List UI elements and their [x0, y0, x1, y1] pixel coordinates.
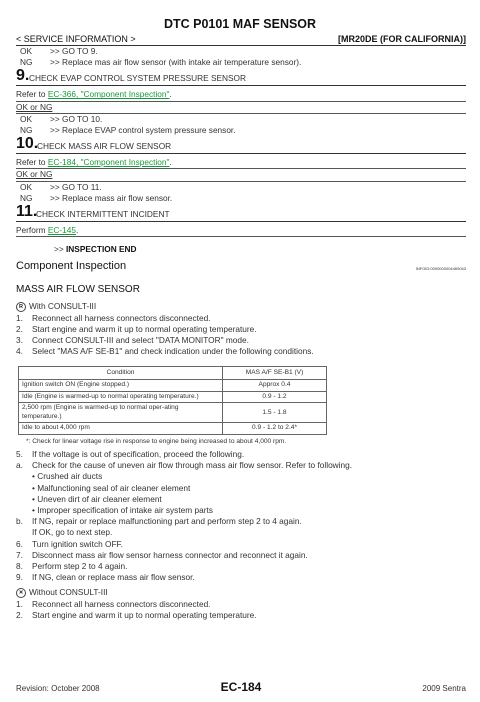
with-consult-line — [16, 301, 466, 312]
step-title: CHECK INTERMITTENT INCIDENT — [36, 209, 170, 220]
step-number: 9. — [16, 67, 30, 85]
result-row — [16, 182, 466, 193]
result-text: >> GO TO 10. — [50, 113, 103, 124]
table-row — [19, 380, 327, 392]
result-row — [16, 125, 466, 136]
table-cell: Idle to about 4,000 rpm — [19, 423, 223, 435]
numbered-step: 3. Connect CONSULT-III and select "DATA MONITOR" mode. — [16, 335, 249, 346]
result-text: >> Replace mass air flow sensor. — [50, 192, 173, 203]
ok-or-ng-label: OK or NG — [16, 169, 53, 180]
result-row — [16, 46, 466, 57]
refer-line: Refer to EC-366, "Component Inspection". — [16, 89, 172, 100]
perform-line: Perform EC-145. — [16, 225, 79, 236]
bullet-item: • Uneven dirt of air cleaner element — [32, 493, 162, 504]
info-id: INFOID:0000000004469043 — [415, 266, 466, 272]
refer-line: Refer to EC-184, "Component Inspection". — [16, 157, 172, 168]
result-text: >> GO TO 11. — [50, 181, 102, 192]
table-row — [19, 423, 327, 435]
result-code: NG — [20, 57, 33, 68]
result-code: NG — [20, 192, 33, 203]
with-consult-label: With CONSULT-III — [29, 301, 97, 312]
result-code: OK — [20, 113, 32, 124]
table-note: *: Check for linear voltage rise in response to engine being increased to about 4,000 rpm. — [26, 437, 287, 445]
reference-link[interactable]: EC-184, "Component Inspection" — [47, 157, 170, 168]
result-code: OK — [20, 46, 32, 56]
numbered-step: 4. Select "MAS A/F SE-B1" and check indication under the following conditions. — [16, 346, 314, 357]
ok-or-ng-label: OK or NG — [16, 101, 53, 112]
numbered-step: 9. If NG, clean or replace mass air flow sensor. — [16, 572, 195, 583]
model-label: 2009 Sentra — [422, 684, 466, 693]
step-number: 10. — [16, 135, 39, 153]
table-header-row — [19, 367, 327, 380]
without-consult-line — [16, 587, 466, 598]
consult-icon: R — [16, 302, 26, 312]
table-cell: Approx 0.4 — [223, 380, 327, 392]
result-text: >> Replace mas air flow sensor (with intake air temperature sensor). — [50, 57, 302, 68]
bullet-item: • Improper specification of intake air system parts — [32, 504, 213, 515]
numbered-step: 5. If the voltage is out of specification, proceed the following. — [16, 448, 245, 459]
table-cell: Idle (Engine is warmed-up to normal operating temperature.) — [19, 391, 223, 403]
table-cell: 0.9 - 1.2 — [223, 391, 327, 403]
section-header — [16, 33, 466, 45]
step-title: CHECK EVAP CONTROL SYSTEM PRESSURE SENSOR — [29, 73, 246, 84]
numbered-step: 6. Turn ignition switch OFF. — [16, 538, 123, 549]
bullet-item: • Malfunctioning seal of air cleaner element — [32, 482, 191, 493]
subsection-title: MASS AIR FLOW SENSOR — [16, 284, 140, 296]
numbered-step: 1. Reconnect all harness connectors disconnected. — [16, 598, 211, 609]
table-row — [19, 391, 327, 403]
table-cell: 1.5 - 1.8 — [223, 403, 327, 423]
table-cell: 0.9 - 1.2 to 2.4* — [223, 423, 327, 435]
step-number: 11. — [16, 203, 38, 221]
step-heading — [16, 68, 466, 86]
numbered-step: 8. Perform step 2 to 4 again. — [16, 560, 128, 571]
table-cell: Ignition switch ON (Engine stopped.) — [19, 380, 223, 392]
bullet-item: • Crushed air ducts — [32, 471, 103, 482]
revision-label: Revision: October 2008 — [16, 684, 100, 693]
document-body — [16, 46, 466, 621]
service-information-label: < SERVICE INFORMATION > — [16, 34, 136, 44]
lettered-step: b. If NG, repair or replace malfunctioning part and perform step 2 to 4 again. If OK, go to next step. — [16, 516, 302, 538]
lettered-step: a. Check for the cause of uneven air flow through mass air flow sensor. Refer to following. — [16, 460, 353, 471]
table-cell: 2,500 rpm (Engine is warmed-up to normal oper-ating temperature.) — [19, 403, 223, 423]
table-header: Condition — [19, 367, 223, 380]
page-title: DTC P0101 MAF SENSOR — [163, 17, 317, 31]
step-heading — [16, 204, 466, 222]
result-text: >> GO TO 9. — [50, 46, 98, 56]
result-code: NG — [20, 125, 33, 136]
result-row — [16, 57, 466, 68]
table-header: MAS A/F SE-B1 (V) — [223, 367, 327, 380]
no-consult-icon: ✕ — [16, 588, 26, 598]
table-row — [19, 403, 327, 423]
reference-link[interactable]: EC-366, "Component Inspection" — [47, 89, 170, 100]
result-text: >> Replace EVAP control system pressure sensor. — [50, 125, 236, 136]
condition-table — [18, 366, 327, 435]
numbered-step: 2. Start engine and warm it up to normal operating temperature. — [16, 609, 257, 620]
section-title: Component Inspection — [16, 260, 127, 273]
numbered-step: 7. Disconnect mass air flow sensor harness connector and reconnect it again. — [16, 549, 308, 560]
page-number: EC-184 — [220, 680, 262, 694]
step-title: CHECK MASS AIR FLOW SENSOR — [37, 141, 172, 152]
numbered-step: 2. Start engine and warm it up to normal operating temperature. — [16, 323, 257, 334]
inspection-end: >> INSPECTION END — [54, 244, 137, 255]
page-footer — [16, 682, 466, 696]
numbered-step: 1. Reconnect all harness connectors disconnected. — [16, 312, 211, 323]
reference-link[interactable]: EC-145 — [47, 225, 76, 236]
without-consult-label: Without CONSULT-III — [29, 587, 108, 598]
result-row — [16, 114, 466, 125]
divider — [16, 236, 466, 237]
component-inspection-heading — [16, 259, 466, 273]
result-code: OK — [20, 181, 32, 192]
step-heading — [16, 136, 466, 154]
engine-model-label: [MR20DE (FOR CALIFORNIA)] — [338, 34, 466, 44]
result-row — [16, 193, 466, 204]
